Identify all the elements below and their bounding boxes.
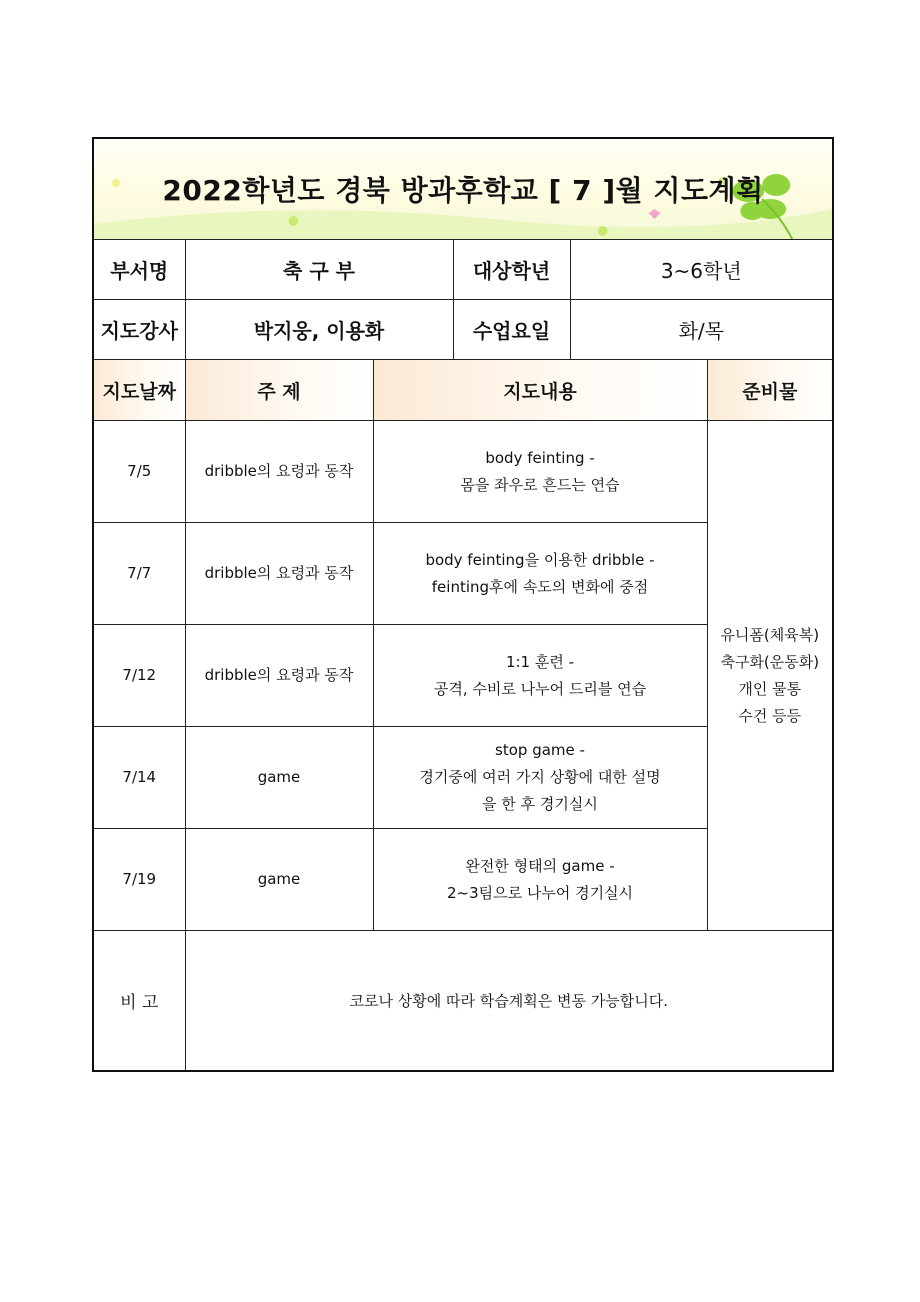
content-line: stop game - — [495, 741, 585, 759]
material-item: 수건 등등 — [738, 706, 802, 725]
content-line: 몸을 좌우로 흔드는 연습 — [460, 475, 620, 494]
content-line: body feinting을 이용한 dribble - — [425, 550, 655, 569]
materials-cell — [707, 421, 833, 931]
row-date: 7/5 — [93, 421, 185, 523]
row-topic: dribble의 요령과 동작 — [185, 523, 373, 625]
row-date: 7/14 — [93, 727, 185, 829]
material-item: 개인 물통 — [738, 679, 802, 698]
row-content — [373, 523, 707, 625]
teacher-label: 지도강사 — [93, 300, 185, 360]
content-line: 완전한 형태의 game - — [465, 856, 615, 875]
content-line: 2~3팀으로 나누어 경기실시 — [446, 883, 634, 902]
row-topic: dribble의 요령과 동작 — [185, 625, 373, 727]
row-topic: game — [185, 829, 373, 931]
row-topic: game — [185, 727, 373, 829]
plan-table — [92, 137, 834, 1072]
header-materials: 준비물 — [707, 360, 833, 421]
row-content — [373, 727, 707, 829]
material-item: 유니폼(체육복) — [720, 625, 820, 644]
content-line: 1:1 훈련 - — [505, 652, 575, 671]
row-topic: dribble의 요령과 동작 — [185, 421, 373, 523]
dept-value: 축 구 부 — [185, 240, 453, 300]
header-date: 지도날짜 — [93, 360, 185, 421]
table-row — [93, 421, 833, 523]
row-date: 7/19 — [93, 829, 185, 931]
row-content — [373, 421, 707, 523]
header-topic: 주 제 — [185, 360, 373, 421]
remarks-label: 비 고 — [93, 931, 185, 1072]
material-item: 축구화(운동화) — [720, 652, 820, 671]
row-content — [373, 625, 707, 727]
dept-label: 부서명 — [93, 240, 185, 300]
day-value: 화/목 — [570, 300, 833, 360]
content-line: 경기중에 여러 가지 상황에 대한 설명 — [419, 768, 661, 786]
row-content — [373, 829, 707, 931]
header-content: 지도내용 — [373, 360, 707, 421]
content-line: 을 한 후 경기실시 — [482, 795, 598, 813]
teacher-value: 박지웅, 이용화 — [185, 300, 453, 360]
title-banner — [93, 138, 833, 240]
day-label: 수업요일 — [453, 300, 570, 360]
row-date: 7/7 — [93, 523, 185, 625]
content-line: feinting후에 속도의 변화에 중점 — [431, 577, 649, 596]
content-line: 공격, 수비로 나누어 드리블 연습 — [433, 679, 647, 698]
page-title: 2022학년도 경북 방과후학교 [ 7 ]월 지도계획 — [162, 174, 764, 207]
grade-value: 3~6학년 — [570, 240, 833, 300]
remarks-text: 코로나 상황에 따라 학습계획은 변동 가능합니다. — [185, 931, 833, 1072]
grade-label: 대상학년 — [453, 240, 570, 300]
row-date: 7/12 — [93, 625, 185, 727]
content-line: body feinting - — [485, 448, 595, 467]
